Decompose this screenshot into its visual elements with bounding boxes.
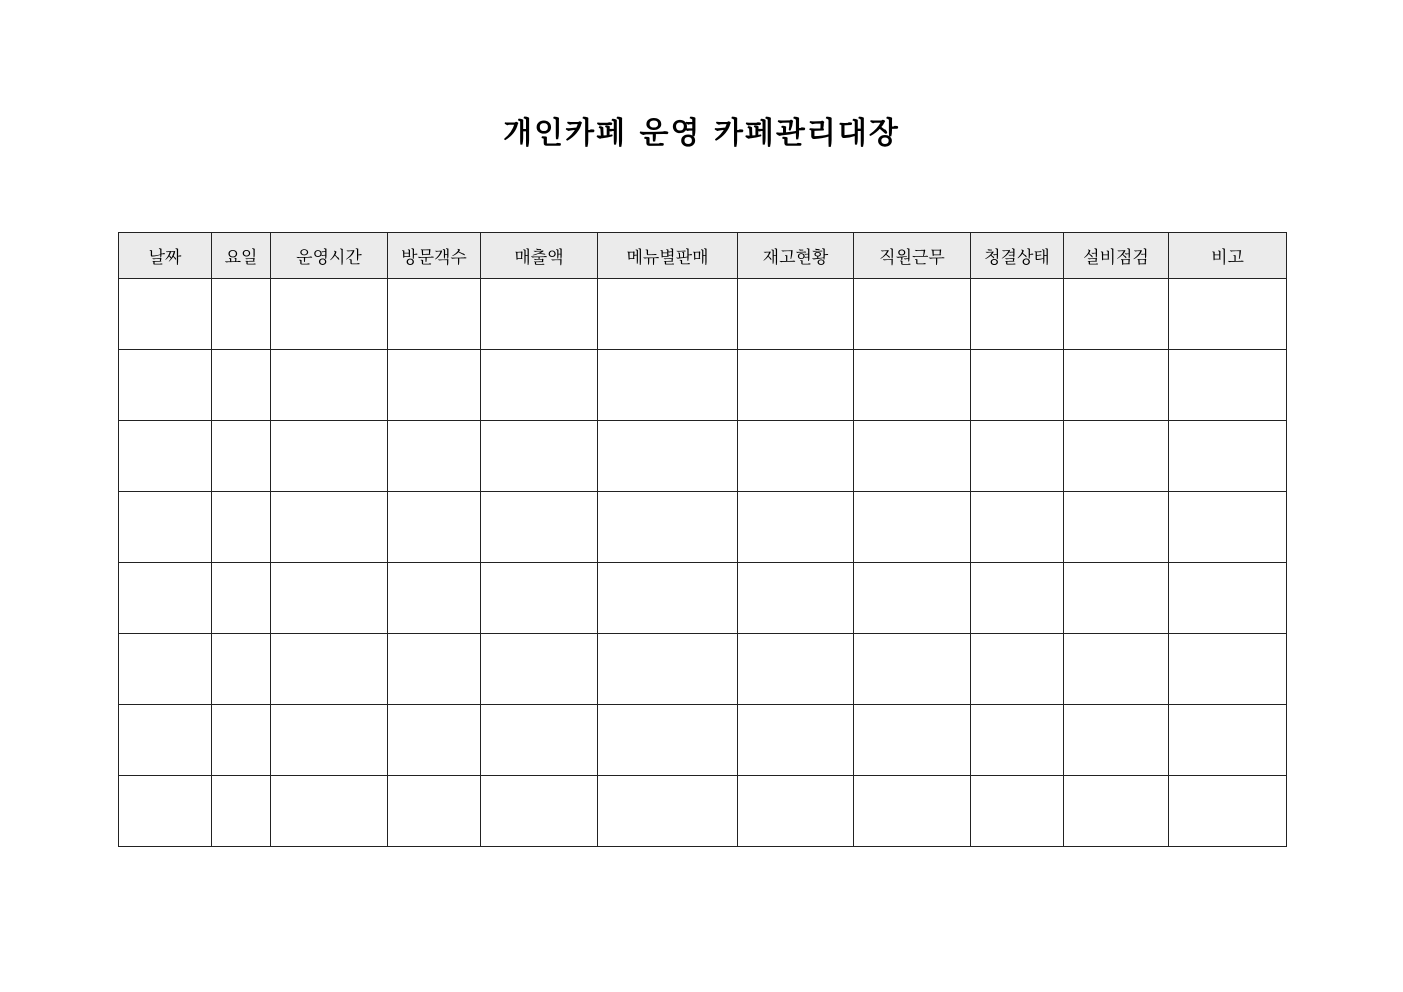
table-cell[interactable] xyxy=(738,705,854,776)
table-cell[interactable] xyxy=(212,634,271,705)
table-cell[interactable] xyxy=(1064,705,1169,776)
table-cell[interactable] xyxy=(1064,350,1169,421)
table-cell[interactable] xyxy=(854,634,971,705)
cafe-management-table xyxy=(118,232,1287,847)
table-cell[interactable] xyxy=(481,563,598,634)
table-cell[interactable] xyxy=(388,350,481,421)
table-cell[interactable] xyxy=(388,563,481,634)
table-cell[interactable] xyxy=(1064,563,1169,634)
table-cell[interactable] xyxy=(1169,705,1287,776)
table-cell[interactable] xyxy=(119,279,212,350)
table-cell[interactable] xyxy=(971,705,1064,776)
table-cell[interactable] xyxy=(1169,350,1287,421)
table-cell[interactable] xyxy=(481,776,598,847)
table-row xyxy=(119,705,1287,776)
table-cell[interactable] xyxy=(1169,492,1287,563)
table-cell[interactable] xyxy=(971,421,1064,492)
table-cell[interactable] xyxy=(481,705,598,776)
header-menu-sales: 메뉴별판매 xyxy=(598,233,738,279)
table-cell[interactable] xyxy=(738,634,854,705)
header-visitor-count: 방문객수 xyxy=(388,233,481,279)
table-cell[interactable] xyxy=(738,350,854,421)
table-cell[interactable] xyxy=(971,776,1064,847)
table-cell[interactable] xyxy=(854,563,971,634)
table-cell[interactable] xyxy=(481,421,598,492)
header-staff-shift: 직원근무 xyxy=(854,233,971,279)
table-cell[interactable] xyxy=(1064,492,1169,563)
table-cell[interactable] xyxy=(388,776,481,847)
table-cell[interactable] xyxy=(271,492,388,563)
table-cell[interactable] xyxy=(388,705,481,776)
table-cell[interactable] xyxy=(271,421,388,492)
table-cell[interactable] xyxy=(212,279,271,350)
table-cell[interactable] xyxy=(971,350,1064,421)
table-cell[interactable] xyxy=(212,776,271,847)
table-cell[interactable] xyxy=(481,492,598,563)
table-cell[interactable] xyxy=(598,421,738,492)
table-cell[interactable] xyxy=(971,492,1064,563)
table-body xyxy=(119,279,1287,847)
table-row xyxy=(119,634,1287,705)
table-cell[interactable] xyxy=(212,421,271,492)
header-day-of-week: 요일 xyxy=(212,233,271,279)
table-cell[interactable] xyxy=(738,776,854,847)
table-cell[interactable] xyxy=(388,492,481,563)
table-cell[interactable] xyxy=(598,705,738,776)
table-cell[interactable] xyxy=(119,563,212,634)
table-row xyxy=(119,421,1287,492)
table-cell[interactable] xyxy=(598,563,738,634)
table-row xyxy=(119,563,1287,634)
table-cell[interactable] xyxy=(1169,279,1287,350)
table-cell[interactable] xyxy=(119,421,212,492)
table-cell[interactable] xyxy=(1169,776,1287,847)
table-cell[interactable] xyxy=(854,421,971,492)
table-cell[interactable] xyxy=(854,705,971,776)
header-cleanliness: 청결상태 xyxy=(971,233,1064,279)
table-cell[interactable] xyxy=(271,634,388,705)
table-cell[interactable] xyxy=(119,705,212,776)
header-equipment-check: 설비점검 xyxy=(1064,233,1169,279)
table-row xyxy=(119,350,1287,421)
header-inventory: 재고현황 xyxy=(738,233,854,279)
table-cell[interactable] xyxy=(1169,634,1287,705)
table-cell[interactable] xyxy=(598,350,738,421)
table-cell[interactable] xyxy=(388,634,481,705)
table-cell[interactable] xyxy=(271,705,388,776)
table-cell[interactable] xyxy=(598,634,738,705)
table-cell[interactable] xyxy=(119,634,212,705)
table-cell[interactable] xyxy=(854,350,971,421)
page-title: 개인카페 운영 카페관리대장 xyxy=(503,116,900,151)
table-cell[interactable] xyxy=(271,776,388,847)
table-cell[interactable] xyxy=(212,350,271,421)
table-cell[interactable] xyxy=(212,705,271,776)
table-cell[interactable] xyxy=(971,634,1064,705)
table-cell[interactable] xyxy=(854,279,971,350)
header-row xyxy=(119,233,1287,279)
table-row xyxy=(119,279,1287,350)
table-cell[interactable] xyxy=(388,279,481,350)
table-cell[interactable] xyxy=(119,776,212,847)
table-cell[interactable] xyxy=(481,350,598,421)
table-cell[interactable] xyxy=(971,279,1064,350)
table-cell[interactable] xyxy=(598,279,738,350)
table-cell[interactable] xyxy=(388,421,481,492)
table-cell[interactable] xyxy=(481,279,598,350)
table-cell[interactable] xyxy=(1064,279,1169,350)
table-cell[interactable] xyxy=(212,563,271,634)
table-cell[interactable] xyxy=(1064,776,1169,847)
table-row xyxy=(119,776,1287,847)
table-cell[interactable] xyxy=(271,350,388,421)
table-cell[interactable] xyxy=(119,492,212,563)
table-cell[interactable] xyxy=(854,492,971,563)
table-cell[interactable] xyxy=(738,563,854,634)
table-cell[interactable] xyxy=(738,279,854,350)
table-cell[interactable] xyxy=(1169,563,1287,634)
table-cell[interactable] xyxy=(1064,634,1169,705)
table-cell[interactable] xyxy=(1064,421,1169,492)
table-cell[interactable] xyxy=(481,634,598,705)
table-cell[interactable] xyxy=(119,350,212,421)
table-cell[interactable] xyxy=(854,776,971,847)
table-cell[interactable] xyxy=(738,492,854,563)
table-cell[interactable] xyxy=(1169,421,1287,492)
header-date: 날짜 xyxy=(119,233,212,279)
table-cell[interactable] xyxy=(271,279,388,350)
table-cell[interactable] xyxy=(271,563,388,634)
table-row xyxy=(119,492,1287,563)
table-cell[interactable] xyxy=(738,421,854,492)
header-operating-hours: 운영시간 xyxy=(271,233,388,279)
header-remarks: 비고 xyxy=(1169,233,1287,279)
table-cell[interactable] xyxy=(212,492,271,563)
table-cell[interactable] xyxy=(598,492,738,563)
table-cell[interactable] xyxy=(598,776,738,847)
header-sales-amount: 매출액 xyxy=(481,233,598,279)
table-cell[interactable] xyxy=(971,563,1064,634)
